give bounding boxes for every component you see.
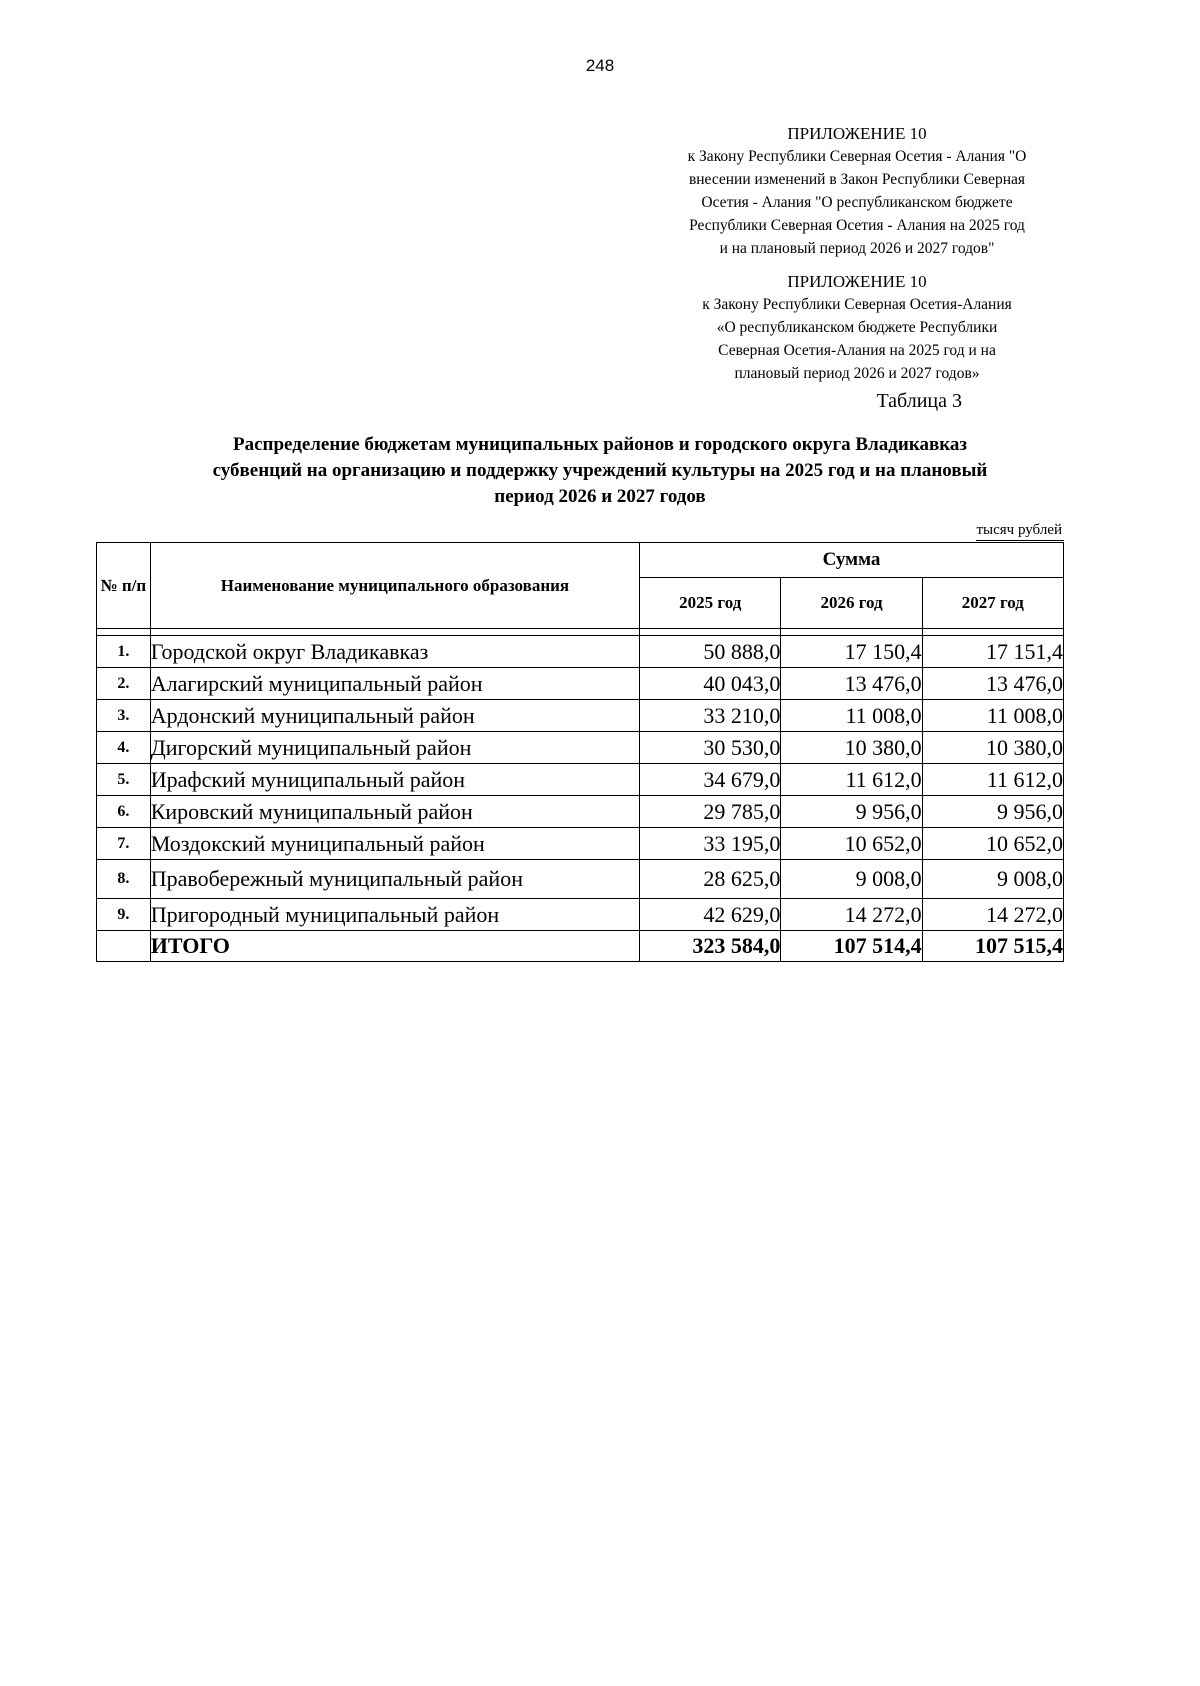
row-name: Дигорский муниципальный район xyxy=(150,732,639,764)
row-name: Правобережный муниципальный район xyxy=(150,860,639,899)
row-number: 1. xyxy=(97,636,151,668)
header-sum: Сумма xyxy=(640,543,1064,578)
total-number-cell xyxy=(97,931,151,962)
table-row xyxy=(97,764,1064,796)
budget-table xyxy=(96,542,1064,962)
row-name: Городской округ Владикавказ xyxy=(150,636,639,668)
appendix-block-1 xyxy=(642,122,1072,260)
row-value-2027: 9 956,0 xyxy=(922,796,1063,828)
row-name: Ирафский муниципальный район xyxy=(150,764,639,796)
row-value-2026: 13 476,0 xyxy=(781,668,922,700)
row-value-2027: 10 652,0 xyxy=(922,828,1063,860)
row-value-2025: 42 629,0 xyxy=(640,899,781,931)
appendix-line: плановый период 2026 и 2027 годов» xyxy=(734,365,980,382)
title-line: субвенций на организацию и поддержку учреждений культуры на 2025 год и на плановый xyxy=(212,460,988,481)
row-number: 5. xyxy=(97,764,151,796)
units-underline xyxy=(976,540,1064,541)
row-value-2026: 11 008,0 xyxy=(781,700,922,732)
header-num xyxy=(97,543,151,629)
row-value-2026: 17 150,4 xyxy=(781,636,922,668)
row-value-2025: 33 195,0 xyxy=(640,828,781,860)
table-row xyxy=(97,828,1064,860)
document-title xyxy=(100,432,1100,510)
appendix-line: к Закону Республики Северная Осетия-Алания xyxy=(702,296,1012,313)
appendix-line: к Закону Республики Северная Осетия - Алания "О xyxy=(687,148,1027,165)
total-value-2027: 107 515,4 xyxy=(922,931,1063,962)
row-number: 6. xyxy=(97,796,151,828)
table-row xyxy=(97,668,1064,700)
row-value-2025: 50 888,0 xyxy=(640,636,781,668)
title-line: период 2026 и 2027 годов xyxy=(494,486,706,507)
row-value-2027: 17 151,4 xyxy=(922,636,1063,668)
page-number: 248 xyxy=(585,56,615,75)
row-value-2025: 34 679,0 xyxy=(640,764,781,796)
total-row xyxy=(97,931,1064,962)
row-value-2027: 11 008,0 xyxy=(922,700,1063,732)
appendix-line: Северная Осетия-Алания на 2025 год и на xyxy=(718,342,996,359)
row-name: Пригородный муниципальный район xyxy=(150,899,639,931)
row-value-2026: 10 652,0 xyxy=(781,828,922,860)
row-value-2025: 29 785,0 xyxy=(640,796,781,828)
row-number: 4. xyxy=(97,732,151,764)
title-line: Распределение бюджетам муниципальных районов и городского округа Владикавказ xyxy=(232,434,968,455)
row-value-2026: 10 380,0 xyxy=(781,732,922,764)
appendix-heading: ПРИЛОЖЕНИЕ 10 xyxy=(787,124,927,143)
row-number: 7. xyxy=(97,828,151,860)
table-row xyxy=(97,796,1064,828)
table-spacer xyxy=(97,629,1064,636)
appendix-block-2 xyxy=(642,270,1072,385)
row-value-2025: 28 625,0 xyxy=(640,860,781,899)
total-value-2026: 107 514,4 xyxy=(781,931,922,962)
row-number: 3. xyxy=(97,700,151,732)
total-label: ИТОГО xyxy=(150,931,639,962)
row-name: Ардонский муниципальный район xyxy=(150,700,639,732)
row-value-2027: 10 380,0 xyxy=(922,732,1063,764)
header-year-2027: 2027 год xyxy=(922,578,1063,629)
table-label: Таблица 3 xyxy=(876,390,962,412)
row-value-2025: 33 210,0 xyxy=(640,700,781,732)
row-name: Алагирский муниципальный район xyxy=(150,668,639,700)
row-number: 2. xyxy=(97,668,151,700)
row-value-2025: 40 043,0 xyxy=(640,668,781,700)
table-row xyxy=(97,636,1064,668)
appendix-line: внесении изменений в Закон Республики Северная xyxy=(688,171,1026,188)
units-label: тысяч рублей xyxy=(976,522,1062,538)
table-row xyxy=(97,700,1064,732)
header-name: Наименование муниципального образования xyxy=(150,543,639,629)
appendix-line: и на плановый период 2026 и 2027 годов" xyxy=(719,240,995,257)
table-row xyxy=(97,732,1064,764)
table-row xyxy=(97,899,1064,931)
appendix-line: Республики Северная Осетия - Алания на 2025 год xyxy=(689,217,1025,234)
row-value-2027: 13 476,0 xyxy=(922,668,1063,700)
header-year-2025: 2025 год xyxy=(640,578,781,629)
total-value-2025: 323 584,0 xyxy=(640,931,781,962)
row-name: Кировский муниципальный район xyxy=(150,796,639,828)
row-value-2026: 14 272,0 xyxy=(781,899,922,931)
row-name: Моздокский муниципальный район xyxy=(150,828,639,860)
row-value-2026: 9 008,0 xyxy=(781,860,922,899)
row-value-2025: 30 530,0 xyxy=(640,732,781,764)
appendix-heading: ПРИЛОЖЕНИЕ 10 xyxy=(787,272,927,291)
row-number: 9. xyxy=(97,899,151,931)
row-value-2027: 14 272,0 xyxy=(922,899,1063,931)
header-num-label: № п/п xyxy=(100,575,147,595)
row-value-2027: 9 008,0 xyxy=(922,860,1063,899)
row-value-2026: 9 956,0 xyxy=(781,796,922,828)
header-year-2026: 2026 год xyxy=(781,578,922,629)
row-value-2026: 11 612,0 xyxy=(781,764,922,796)
appendix-line: «О республиканском бюджете Республики xyxy=(716,319,998,336)
table-row xyxy=(97,860,1064,899)
appendix-line: Осетия - Алания "О республиканском бюджете xyxy=(701,194,1013,211)
row-value-2027: 11 612,0 xyxy=(922,764,1063,796)
row-number: 8. xyxy=(97,860,151,899)
